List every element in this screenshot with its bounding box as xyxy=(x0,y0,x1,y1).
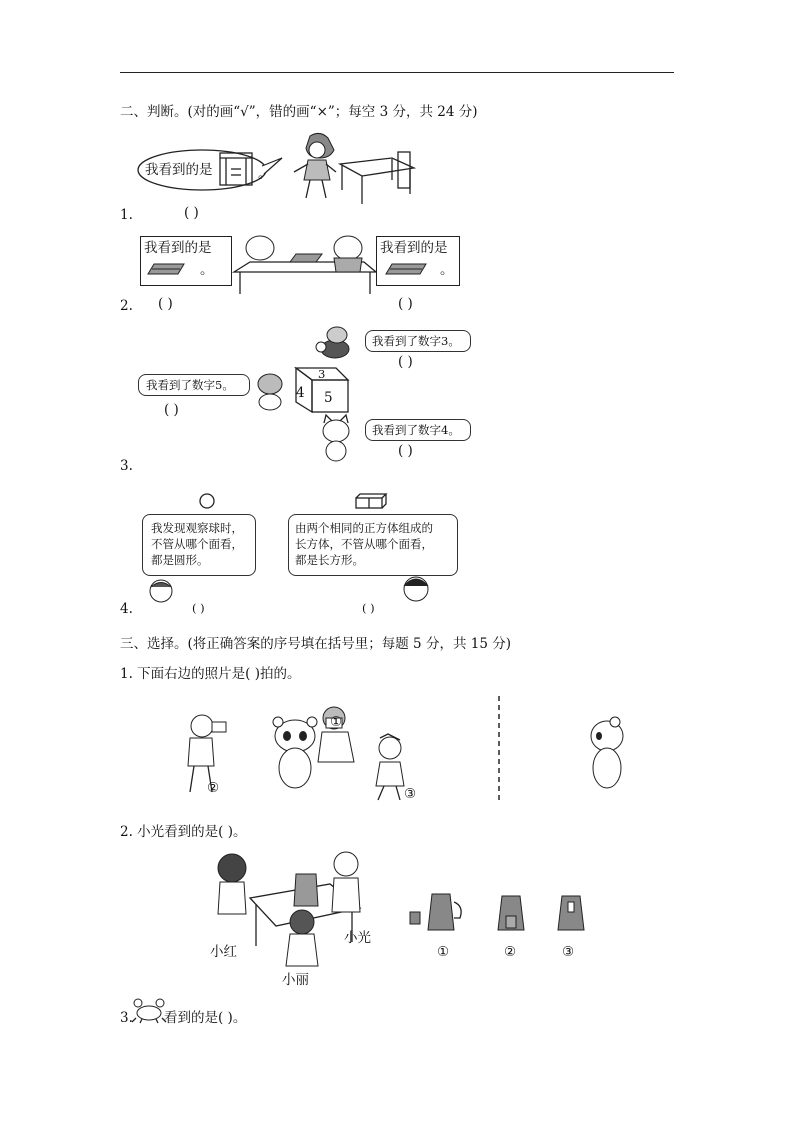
q3-top-bubble-text: 我看到了数字3。 xyxy=(372,334,460,348)
q3-left-answer-blank[interactable]: ( ) xyxy=(164,402,179,418)
s3-q1-divider xyxy=(497,696,501,804)
q3-bottom-bubble-text: 我看到了数字4。 xyxy=(372,423,460,437)
s3-q2-option3-icon xyxy=(554,892,588,940)
q3-left-bubble-text: 我看到了数字5。 xyxy=(146,378,234,392)
q3-number: 3. xyxy=(120,458,133,474)
s3-q2-option1-icon xyxy=(408,888,468,940)
q4-boy-right-icon xyxy=(402,574,430,608)
q1-table-icon xyxy=(334,150,420,212)
q3-cube-top-number: 3 xyxy=(318,367,326,381)
q4-boy-left-icon xyxy=(148,578,174,610)
q1-table-front-view-icon xyxy=(218,151,256,191)
q2-left-stack-icon xyxy=(146,260,186,280)
q4-right-line-3: 都是长方形。 xyxy=(295,553,364,567)
q4-right-line-1: 由两个相同的正方体组成的 xyxy=(295,521,433,535)
s3-q1-label-3: ③ xyxy=(404,786,417,802)
s3-q2-option1-label: ① xyxy=(437,944,450,960)
q2-number: 2. xyxy=(120,298,133,314)
s3-q2-option2-icon xyxy=(494,892,528,940)
q2-left-answer-blank[interactable]: ( ) xyxy=(158,296,173,312)
q1-bubble-text: 我看到的是 xyxy=(145,162,213,178)
q2-left-bubble-text: 我看到的是 xyxy=(144,240,212,256)
q4-left-line-2: 不管从哪个面看， xyxy=(151,537,243,551)
q3-bird-icon xyxy=(252,370,286,416)
q3-cube-front-number: 5 xyxy=(324,390,333,406)
s3-q2-name-xiaoguang: 小光 xyxy=(344,930,371,946)
q4-right-answer-blank[interactable]: ( ) xyxy=(362,601,375,615)
q3-top-answer-blank[interactable]: ( ) xyxy=(398,354,413,370)
q2-right-answer-blank[interactable]: ( ) xyxy=(398,296,413,312)
q2-two-cats-table-icon xyxy=(230,232,380,302)
q1-girl-icon xyxy=(290,132,338,206)
q1-answer-blank[interactable]: ( ) xyxy=(184,205,199,221)
section3-header: 三、选择。(将正确答案的序号填在括号里；每题 5 分，共 15 分) xyxy=(120,636,511,652)
section2-header: 二、判断。(对的画“√”，错的画“×”；每空 3 分，共 24 分) xyxy=(120,104,478,120)
q4-left-line-3: 都是圆形。 xyxy=(151,553,209,567)
q2-right-stack-icon xyxy=(384,260,428,280)
q3-cat-icon xyxy=(316,415,356,467)
q4-number: 4. xyxy=(120,601,133,617)
q4-right-line-2: 长方体，不管从哪个面看， xyxy=(295,537,433,551)
s3-q2-name-xiaohong: 小红 xyxy=(210,944,237,960)
s3-q2-name-xiaoli: 小丽 xyxy=(282,972,309,988)
q4-cuboid-icon xyxy=(354,492,388,514)
s3-q1-photo-bear-side-icon xyxy=(585,716,629,796)
q1-number: 1. xyxy=(120,207,133,223)
q3-bottom-answer-blank[interactable]: ( ) xyxy=(398,443,413,459)
q4-left-bubble xyxy=(142,514,256,576)
q1-bubble-end: 。 xyxy=(258,166,272,182)
s3-q1-question: 1. 下面右边的照片是( )拍的。 xyxy=(120,666,301,682)
q4-right-bubble xyxy=(288,514,458,576)
q2-right-dot: 。 xyxy=(440,262,454,278)
s3-q2-option2-label: ② xyxy=(504,944,517,960)
q2-left-dot: 。 xyxy=(200,262,214,278)
s3-q3-number: 3. xyxy=(120,1010,133,1026)
q3-bee-icon xyxy=(313,325,355,367)
s3-q2-option3-label: ③ xyxy=(562,944,575,960)
q4-left-line-1: 我发现观察球时， xyxy=(151,521,243,535)
q2-right-bubble-text: 我看到的是 xyxy=(380,240,448,256)
s3-q1-photographer-2-icon xyxy=(172,712,232,804)
q4-left-answer-blank[interactable]: ( ) xyxy=(192,601,205,615)
q4-sphere-icon xyxy=(198,492,216,514)
q3-cube-side-number: 4 xyxy=(296,385,305,401)
header-rule xyxy=(120,72,674,73)
s3-q1-label-1: ① xyxy=(330,714,343,730)
s3-q3-question: 看到的是( )。 xyxy=(164,1010,247,1026)
s3-q2-question: 2. 小光看到的是( )。 xyxy=(120,824,247,840)
s3-q3-crab-icon xyxy=(132,998,166,1028)
s3-q1-label-2: ② xyxy=(207,780,220,796)
